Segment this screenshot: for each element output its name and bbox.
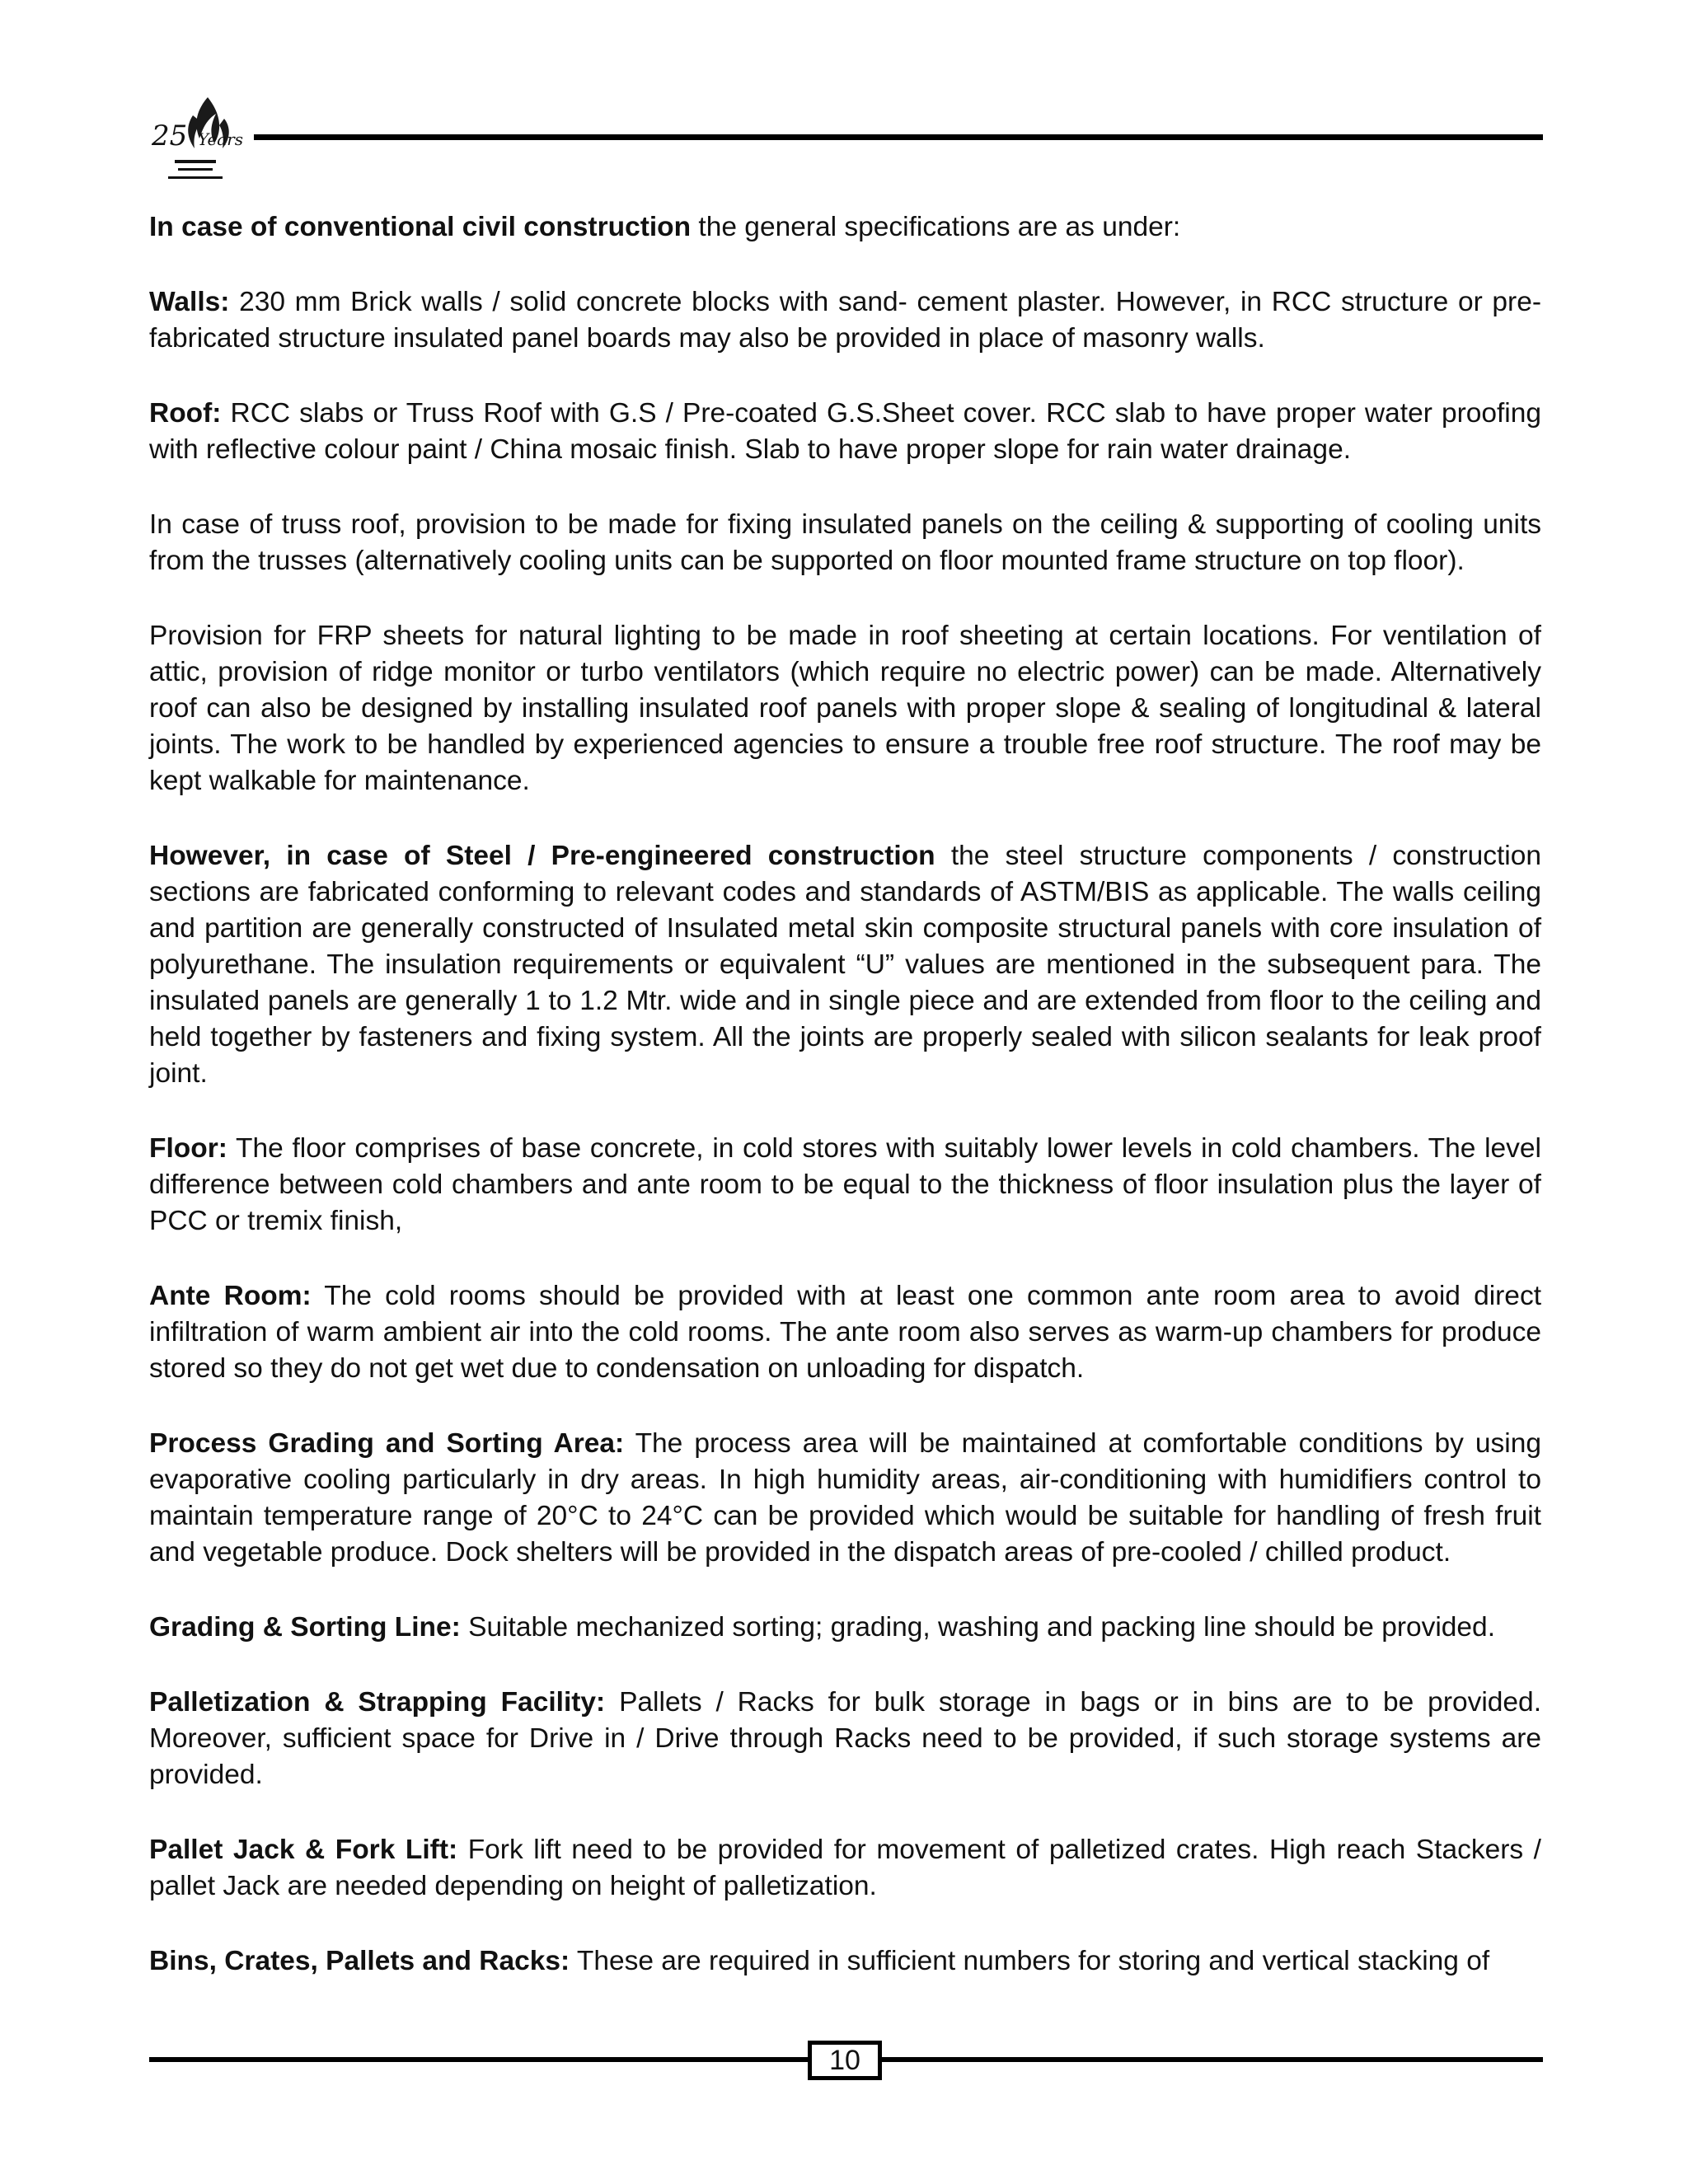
paragraph-bins-crates: Bins, Crates, Pallets and Racks: These are required in sufficient numbers for storing and vertical stacking of xyxy=(149,1946,1490,1976)
svg-text:25: 25 xyxy=(152,120,188,152)
svg-text:Years: Years xyxy=(198,129,244,149)
header-rule xyxy=(254,134,1543,140)
paragraph-process-area: Process Grading and Sorting Area: The process area will be maintained at comfortable conditions by using evaporative cooling particularly in dry areas. In high humidity areas, air-conditioning with humidifiers control to maintain temperature range of 20°C to 24°C can be provided which would be suitable for handling of fresh fruit and vegetable produce. Dock shelters will be provided in the dispatch areas of pre-cooled / chilled product. xyxy=(149,1428,1542,1568)
paragraph-grading-line: Grading & Sorting Line: Suitable mechanized sorting; grading, washing and packing line should be provided. xyxy=(149,1612,1495,1643)
footer-rule-left xyxy=(149,2057,808,2062)
nhb-logo-icon xyxy=(150,91,257,191)
paragraph-conventional-construction: In case of conventional civil construction the general specifications are as under: xyxy=(149,212,1181,242)
paragraph-floor: Floor: The floor comprises of base concrete, in cold stores with suitably lower levels in cold chambers. The level difference between cold chambers and ante room to be equal to the thickness of floor insulation plus the layer of PCC or tremix finish, xyxy=(149,1133,1541,1236)
paragraph-truss-roof: In case of truss roof, provision to be made for fixing insulated panels on the ceiling & supporting of cooling units from the trusses (alternatively cooling units can be supported on floor mounted frame structure on top floor). xyxy=(149,509,1541,576)
page-number: 10 xyxy=(808,2041,882,2080)
paragraph-palletization: Palletization & Strapping Facility: Pallets / Racks for bulk storage in bags or in bins are to be provided. Moreover, sufficient space for Drive in / Drive through Racks need to be provided, if such storage systems are provided. xyxy=(149,1687,1541,1790)
paragraph-ante-room: Ante Room: The cold rooms should be provided with at least one common ante room area to avoid direct infiltration of warm ambient air into the cold rooms. The ante room also serves as warm-up chambers for produce stored so they do not get wet due to condensation on unloading for dispatch. xyxy=(149,1281,1541,1384)
paragraph-roof: Roof: RCC slabs or Truss Roof with G.S / Pre-coated G.S.Sheet cover. RCC slab to have proper water proofing with reflective colour paint / China mosaic finish. Slab to have proper slope for rain water drainage. xyxy=(149,398,1541,465)
paragraph-frp-sheets: Provision for FRP sheets for natural lighting to be made in roof sheeting at certain locations. For ventilation of attic, provision of ridge monitor or turbo ventilators (which require no electric power) can be made. Alternatively roof can also be designed by installing insulated roof panels with proper slope & sealing of longitudinal & lateral joints. The work to be handled by experienced agencies to ensure a trouble free roof structure. The roof may be kept walkable for maintenance. xyxy=(149,621,1541,796)
paragraph-walls: Walls: 230 mm Brick walls / solid concrete blocks with sand- cement plaster. However, in RCC structure or pre-fabricated structure insulated panel boards may also be provided in place of masonry walls. xyxy=(149,287,1541,354)
paragraph-pallet-jack: Pallet Jack & Fork Lift: Fork lift need to be provided for movement of palletized crates. High reach Stackers / pallet Jack are needed depending on height of palletization. xyxy=(149,1835,1541,1901)
paragraph-steel-construction: However, in case of Steel / Pre-engineered construction the steel structure components / construction sections are fabricated conforming to relevant codes and standards of ASTM/BIS as applicable. The walls ceiling and partition are generally constructed of Insulated metal skin composite structural panels with core insulation of polyurethane. The insulation requirements or equivalent “U” values are mentioned in the subsequent para. The insulated panels are generally 1 to 1.2 Mtr. wide and in single piece and are extended from floor to the ceiling and held together by fasteners and fixing system. All the joints are properly sealed with silicon sealants for leak proof joint. xyxy=(149,841,1541,1089)
document-body xyxy=(149,209,1541,2018)
footer-rule-right xyxy=(882,2057,1543,2062)
